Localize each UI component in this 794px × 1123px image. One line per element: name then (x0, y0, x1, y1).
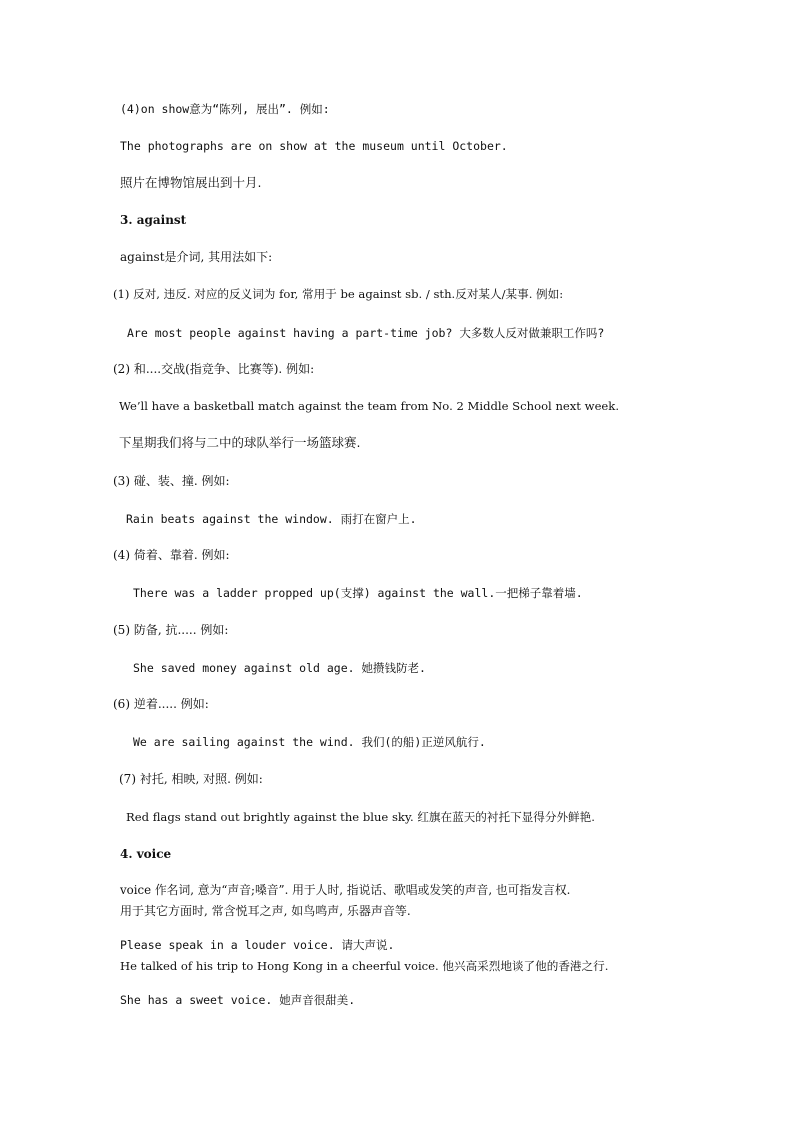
usage-4-example: There was a ladder propped up(支撑) against the wall.一把梯子靠着墙. (133, 586, 583, 600)
voice-example-2: He talked of his trip to Hong Kong in a cheerful voice. 他兴高采烈地谈了他的香港之行. (120, 959, 609, 973)
example-sentence: The photographs are on show at the museum until October. (120, 139, 508, 153)
usage-5: (5) 防备, 抗..... 例如: (113, 623, 229, 637)
voice-example-3: She has a sweet voice. 她声音很甜美. (120, 993, 356, 1007)
usage-2-example: We’ll have a basketball match against the team from No. 2 Middle School next week. (119, 399, 620, 413)
voice-definition-1: voice 作名词, 意为“声音;嗓音”. 用于人时, 指说话、歌唱或发笑的声音, 也可指发言权. (120, 883, 571, 897)
usage-1: (1) 反对, 违反. 对应的反义词为 for, 常用于 be against sb. / sth.反对某人/某事. 例如: (113, 287, 564, 301)
voice-example-1: Please speak in a louder voice. 请大声说. (120, 938, 395, 952)
usage-3-example: Rain beats against the window. 雨打在窗户上. (126, 512, 417, 526)
usage-3: (3) 碰、装、撞. 例如: (113, 474, 230, 488)
against-intro: against是介词, 其用法如下: (120, 250, 273, 264)
usage-6: (6) 逆着..... 例如: (113, 697, 209, 711)
usage-4: (4) 倚着、靠着. 例如: (113, 548, 230, 562)
usage-7: (7) 衬托, 相映, 对照. 例如: (119, 772, 263, 786)
usage-2-translation: 下星期我们将与二中的球队举行一场篮球赛. (119, 435, 361, 450)
section-heading-voice: 4. voice (120, 847, 172, 861)
usage-5-example: She saved money against old age. 她攒钱防老. (133, 661, 426, 675)
usage-7-example: Red flags stand out brightly against the blue sky. 红旗在蓝天的衬托下显得分外鲜艳. (126, 810, 595, 824)
section-heading-against: 3. against (120, 213, 187, 227)
example-translation: 照片在博物馆展出到十月. (120, 175, 262, 190)
on-show-heading: (4)on show意为“陈列, 展出”. 例如: (120, 102, 330, 116)
usage-2: (2) 和....交战(指竞争、比赛等). 例如: (113, 362, 315, 376)
usage-1-example: Are most people against having a part-time job? 大多数人反对做兼职工作吗? (127, 326, 605, 340)
voice-definition-2: 用于其它方面时, 常含悦耳之声, 如鸟鸣声, 乐器声音等. (120, 904, 411, 918)
usage-6-example: We are sailing against the wind. 我们(的船)正逆风航行. (133, 735, 486, 749)
